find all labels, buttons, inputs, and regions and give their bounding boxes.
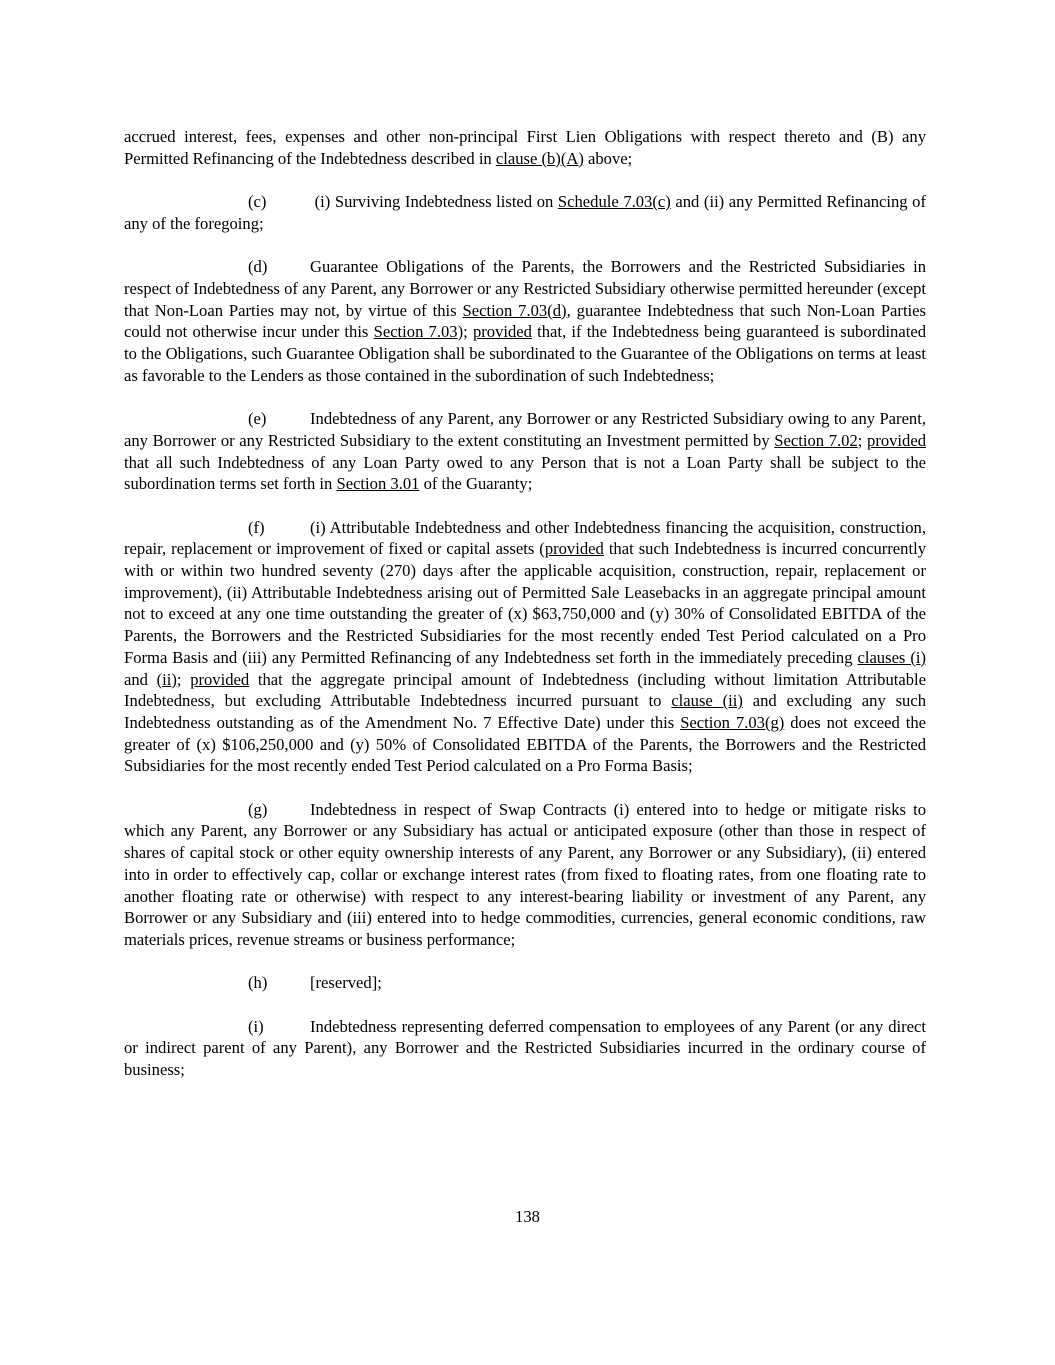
- paragraph-f: [124, 517, 926, 777]
- paragraph-g: [124, 799, 926, 951]
- cross-reference: (ii): [156, 669, 177, 689]
- paragraph-b-continuation: [124, 126, 926, 169]
- text-run: Indebtedness in respect of Swap Contracts (i) entered into to hedge or mitigate risks to which any Parent, any Borrower or any Subsidiary has actual or anticipated exposure (other than those in respect of shares of capital stock or other equity ownership interests of any Parent, any Borrower or any Subsidiary), (ii) entered into in order to effectively cap, collar or exchange interest rates (from fixed to floating rates, from one floating rate to another floating rate or otherwise) with respect to any interest-bearing liability or investment of any Parent, any Borrower or any Subsidiary and (iii) entered into to hedge commodities, currencies, general economic conditions, raw materials prices, revenue streams or business performance;: [124, 799, 926, 949]
- clause-label: (e): [248, 409, 267, 429]
- text-run: and (ii) any Permitted Refinancing of any of the foregoing;: [124, 192, 926, 233]
- text-run: ;: [857, 430, 868, 450]
- clause-label: (c): [248, 192, 267, 212]
- cross-reference: clause (ii): [671, 691, 743, 711]
- cross-reference: Section 3.01: [336, 474, 420, 494]
- text-run: of the Guaranty;: [419, 474, 533, 494]
- proviso-term: provided: [544, 539, 604, 559]
- text-run: [reserved];: [310, 973, 382, 993]
- text-run: that all such Indebtedness of any Loan Party owed to any Person that is not a Loan Party shall be subject to the subordination terms set forth in: [124, 452, 926, 494]
- text-run: Indebtedness of any Parent, any Borrower or any Restricted Subsidiary owing to any Parent, any Borrower or any Restricted Subsidiary to the extent constituting an Investment permitted by: [124, 409, 926, 450]
- text-run: (i) Surviving Indebtedness listed on: [310, 192, 558, 212]
- proviso-term: provided: [190, 669, 250, 689]
- text-run: accrued interest, fees, expenses and other non-principal First Lien Obligations with respect thereto and (B) any Permitted Refinancing of the Indebtedness described in: [124, 127, 926, 168]
- cross-reference: Section 7.02: [774, 430, 858, 450]
- text-run: ;: [176, 669, 191, 689]
- clause-label: (g): [248, 799, 268, 819]
- text-run: and excluding any such Indebtedness outstanding as of the Amendment No. 7 Effective Date) under this: [124, 691, 926, 732]
- cross-reference: Section 7.03(d): [462, 300, 567, 320]
- cross-reference: Section 7.03(g): [680, 712, 785, 732]
- text-run: that the aggregate principal amount of Indebtedness (including without limitation Attributable Indebtedness, but excluding Attributable Indebtedness incurred pursuant to: [124, 669, 927, 711]
- text-run: );: [457, 322, 473, 342]
- text-run: that, if the Indebtedness being guaranteed is subordinated to the Obligations, such Guarantee Obligation shall be subordinated to the Guarantee of the Obligations on terms at least as favorable to the Lenders as those contained in the subordination of such Indebtedness;: [124, 322, 926, 385]
- proviso-term: provided: [472, 322, 532, 342]
- text-run: above;: [583, 148, 633, 168]
- clause-label: (h): [248, 973, 268, 993]
- cross-reference: Schedule 7.03(c): [557, 192, 671, 212]
- proviso-term: provided: [867, 430, 927, 450]
- document-body: [124, 126, 926, 1103]
- clause-label: (d): [248, 257, 268, 277]
- paragraph-i: [124, 1016, 926, 1081]
- paragraph-h: [124, 972, 926, 994]
- text-run: that such Indebtedness is incurred concurrently with or within two hundred seventy (270) days after the applicable acquisition, construction, repair, replacement or improvement), (ii) Attributable Indebtedness arising out of Permitted Sale Leasebacks in an aggregate principal amount not to exceed at any one time outstanding the greater of (x) $63,750,000 and (y) 30% of Consolidated EBITDA of the Parents, the Borrowers and the Restricted Subsidiaries for the most recently ended Test Period calculated on a Pro Forma Basis and (iii) any Permitted Refinancing of any Indebtedness set forth in the immediately preceding: [124, 539, 926, 667]
- text-run: Indebtedness representing deferred compensation to employees of any Parent (or any direct or indirect parent of any Parent), any Borrower and the Restricted Subsidiaries incurred in the ordinary course of business;: [124, 1016, 926, 1080]
- cross-reference: clauses (i): [857, 647, 926, 667]
- cross-reference: clause (b)(A): [495, 148, 584, 168]
- cross-reference: Section 7.03: [373, 322, 458, 342]
- page-number: 138: [515, 1207, 540, 1226]
- clause-label: (i): [248, 1016, 264, 1036]
- paragraph-c: [124, 191, 926, 234]
- clause-label: (f): [248, 517, 265, 537]
- paragraph-e: [124, 408, 926, 495]
- text-run: (i) Attributable Indebtedness and other Indebtedness financing the acquisition, construction, repair, replacement or improvement of fixed or capital assets (: [124, 517, 926, 559]
- text-run: , guarantee Indebtedness that such Non-Loan Parties could not otherwise incur under this: [124, 300, 926, 342]
- text-run: does not exceed the greater of (x) $106,250,000 and (y) 50% of Consolidated EBITDA of the Parents, the Borrowers and the Restricted Subsidiaries for the most recently ended Test Period calculated on a Pro Forma Basis;: [124, 712, 926, 776]
- paragraph-d: [124, 256, 926, 386]
- text-run: Guarantee Obligations of the Parents, the Borrowers and the Restricted Subsidiaries in respect of Indebtedness of any Parent, any Borrower or any Restricted Subsidiary otherwise permitted hereunder (except that Non-Loan Parties may not, by virtue of this: [124, 257, 926, 320]
- text-run: and: [124, 669, 157, 689]
